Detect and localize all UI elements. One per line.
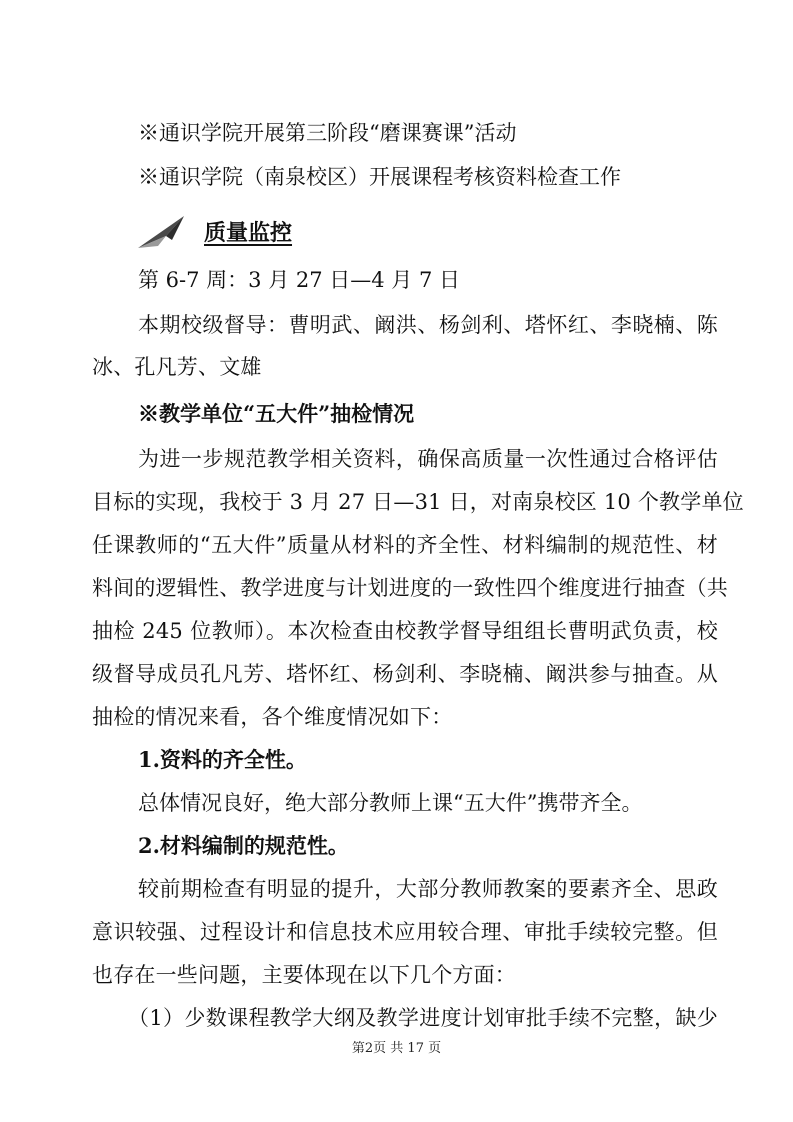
item2-line-2: 意识较强、过程设计和信息技术应用较合理、审批手续较完整。但: [92, 920, 718, 944]
week-range: 第 6-7 周：3 月 27 日—4 月 7 日: [138, 268, 461, 292]
intro-line-5: 抽检 245 位教师）。本次检查由校教学督导组组长曹明武负责，校: [92, 619, 718, 643]
intro-line-2: 目标的实现，我校于 3 月 27 日—31 日，对南泉校区 10 个教学单位: [92, 490, 744, 514]
paper-plane-icon: [136, 212, 186, 252]
supervisors-line-2: 冰、孔凡芳、文雄: [92, 355, 262, 379]
item2-point-1: （1）少数课程教学大纲及教学进度计划审批手续不完整，缺少: [128, 1006, 718, 1030]
item2-line-1: 较前期检查有明显的提升，大部分教师教案的要素齐全、思政: [138, 877, 718, 901]
supervisors-line-1: 本期校级督导：曹明武、阚洪、杨剑利、塔怀红、李晓楠、陈: [138, 313, 718, 337]
page-footer: 第2页 共 17 页: [351, 1041, 442, 1056]
section-header: [136, 210, 436, 254]
intro-line-3: 任课教师的“五大件”质量从材料的齐全性、材料编制的规范性、材: [92, 533, 718, 557]
inspection-heading: ※教学单位“五大件”抽检情况: [138, 401, 415, 426]
notice-line-1: ※通识学院开展第三阶段“磨课赛课”活动: [138, 121, 517, 145]
intro-line-7: 抽检的情况来看，各个维度情况如下：: [92, 705, 453, 729]
item1-text: 总体情况良好，绝大部分教师上课“五大件”携带齐全。: [138, 791, 643, 815]
item2-line-3: 也存在一些问题，主要体现在以下几个方面：: [92, 963, 516, 987]
notice-line-2: ※通识学院（南泉校区）开展课程考核资料检查工作: [138, 165, 621, 189]
item2-heading: 2.材料编制的规范性。: [138, 833, 349, 858]
item1-heading: 1.资料的齐全性。: [138, 747, 307, 772]
section-title: 质量监控: [204, 221, 293, 246]
intro-line-4: 料间的逻辑性、教学进度与计划进度的一致性四个维度进行抽查（共: [92, 576, 728, 600]
intro-line-1: 为进一步规范教学相关资料，确保高质量一次性通过合格评估: [138, 447, 718, 471]
intro-line-6: 级督导成员孔凡芳、塔怀红、杨剑利、李晓楠、阚洪参与抽查。从: [92, 662, 718, 686]
